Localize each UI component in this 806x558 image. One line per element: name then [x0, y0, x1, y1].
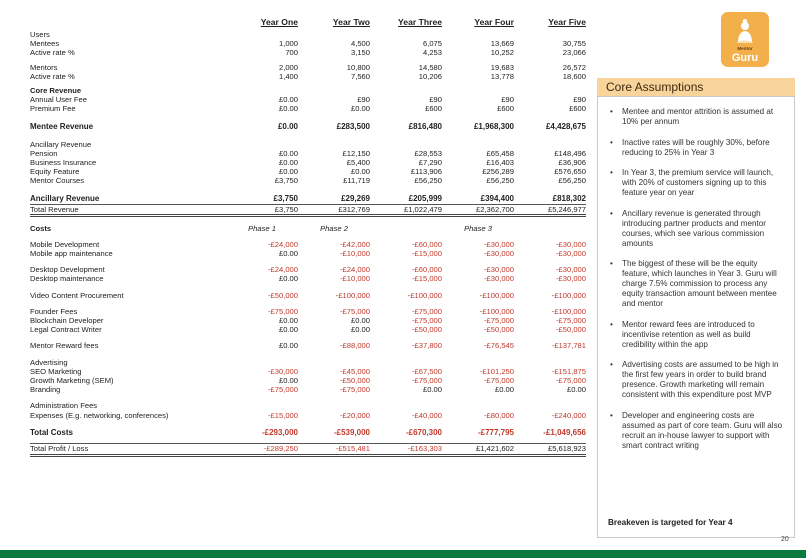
- row-label: Users: [30, 30, 50, 39]
- table-cell: -£75,000: [556, 376, 586, 386]
- table-row: [30, 104, 586, 113]
- table-cell: -£100,000: [479, 306, 514, 316]
- table-cell: £0.00: [350, 104, 370, 114]
- table-cell: [514, 30, 586, 39]
- table-cell: [370, 358, 442, 367]
- table-row: [30, 401, 586, 410]
- row-label: Expenses (E.g. networking, conferences): [30, 410, 169, 420]
- table-cell: £0.00: [350, 325, 370, 335]
- table-row: [30, 249, 586, 258]
- table-cell: £600: [497, 104, 514, 114]
- page-number: 20: [781, 536, 789, 543]
- table-cell: £816,480: [408, 122, 442, 132]
- table-cell: -£10,000: [340, 274, 370, 284]
- table-cell: £0.00: [494, 385, 514, 395]
- table-cell: -£75,000: [340, 306, 370, 316]
- table-cell: £90: [357, 95, 370, 105]
- table-cell: -£60,000: [412, 239, 442, 249]
- phase-label: Phase 2: [320, 224, 348, 234]
- table-cell: -£30,000: [556, 249, 586, 259]
- table-cell: [226, 86, 298, 95]
- table-row: [30, 307, 586, 316]
- table-cell: -£15,000: [412, 249, 442, 259]
- table-cell: [298, 140, 370, 149]
- table-cell: -£100,000: [407, 290, 442, 300]
- table-cell: £1,421,602: [442, 444, 514, 455]
- table-row: [30, 367, 586, 376]
- table-cell: £0.00: [278, 376, 298, 386]
- row-label: Total Costs: [30, 428, 73, 438]
- list-item: • Mentor reward fees are introduced to incentivise retention as well as build credibility within the app: [606, 320, 786, 350]
- row-label: Advertising: [30, 357, 68, 367]
- table-cell: £0.00: [566, 385, 586, 395]
- list-item: • Mentee and mentor attrition is assumed at 10% per annum: [606, 107, 786, 127]
- table-cell: £0.00: [278, 316, 298, 326]
- section-label: Costs: [30, 224, 52, 234]
- table-cell: £148,496: [554, 148, 586, 158]
- logo-wordmark: Guru: [731, 52, 759, 64]
- row-label: Mentor Reward fees: [30, 341, 99, 351]
- table-cell: -£289,250: [226, 444, 298, 455]
- table-cell: -£24,000: [268, 239, 298, 249]
- table-cell: 1,000: [278, 39, 298, 49]
- year-header: Year Three: [398, 17, 442, 28]
- list-item: • In Year 3, the premium service will launch, with 20% of customers signing up to this feature year on year: [606, 168, 786, 198]
- row-label: Total Revenue: [30, 205, 226, 216]
- table-row: [30, 411, 586, 420]
- table-cell: -£539,000: [333, 428, 370, 438]
- table-cell: -£515,481: [298, 444, 370, 455]
- table-cell: [442, 140, 514, 149]
- table-cell: £0.00: [278, 158, 298, 168]
- table-cell: -£30,000: [556, 239, 586, 249]
- table-cell: £0.00: [278, 341, 298, 351]
- table-cell: £0.00: [350, 316, 370, 326]
- table-row: [30, 385, 586, 394]
- spacer-row: [30, 394, 586, 401]
- table-row: [30, 158, 586, 167]
- year-header-row: [30, 16, 586, 30]
- table-cell: 13,669: [490, 39, 514, 49]
- table-cell: £90: [573, 95, 586, 105]
- table-cell: [442, 30, 514, 39]
- table-cell: £3,750: [273, 193, 298, 203]
- table-cell: -£1,049,656: [543, 428, 586, 438]
- table-cell: £283,500: [336, 122, 370, 132]
- table-cell: -£20,000: [340, 410, 370, 420]
- table-cell: -£30,000: [556, 274, 586, 284]
- table-cell: -£30,000: [556, 265, 586, 275]
- table-cell: -£75,000: [268, 385, 298, 395]
- table-cell: £90: [429, 95, 442, 105]
- table-cell: 10,800: [346, 62, 370, 72]
- table-cell: £12,150: [342, 148, 370, 158]
- table-cell: £0.00: [422, 385, 442, 395]
- table-cell: £600: [569, 104, 586, 114]
- table-cell: -£10,000: [340, 249, 370, 259]
- table-cell: [370, 30, 442, 39]
- table-cell: -£240,000: [551, 410, 586, 420]
- table-row: [30, 358, 586, 367]
- table-row: [30, 140, 586, 149]
- row-label: Growth Marketing (SEM): [30, 376, 114, 386]
- table-cell: 3,150: [350, 48, 370, 58]
- table-cell: £11,719: [343, 176, 370, 186]
- table-row: [30, 30, 586, 39]
- year-header: Year Two: [332, 17, 370, 28]
- table-row: [30, 176, 586, 185]
- table-cell: -£75,000: [340, 385, 370, 395]
- table-row: [30, 39, 586, 48]
- row-label: Active rate %: [30, 48, 75, 58]
- year-header: Year Four: [474, 17, 514, 28]
- footer-bar: [0, 550, 806, 558]
- table-cell: £29,269: [341, 193, 370, 203]
- table-cell: [298, 30, 370, 39]
- table-cell: 14,580: [418, 62, 442, 72]
- table-cell: -£75,000: [268, 306, 298, 316]
- section-row: [30, 86, 586, 95]
- table-cell: -£45,000: [340, 366, 370, 376]
- table-cell: £0.00: [278, 104, 298, 114]
- table-cell: £1,968,300: [473, 122, 514, 132]
- year-header: Year One: [260, 17, 298, 28]
- spacer-row: [30, 186, 586, 193]
- table-cell: [514, 358, 586, 367]
- table-cell: £16,403: [486, 158, 514, 168]
- table-cell: -£30,000: [484, 274, 514, 284]
- table-cell: £1,022,479: [370, 205, 442, 216]
- spacer-row: [30, 351, 586, 358]
- list-item: • Inactive rates will be roughly 30%, before reducing to 25% in Year 3: [606, 138, 786, 158]
- table-row: [30, 341, 586, 350]
- table-row: [30, 167, 586, 176]
- table-cell: £5,400: [346, 158, 370, 168]
- list-item: • Ancillary revenue is generated through introducing partner products and mentor courses, which see various commission amounts: [606, 209, 786, 249]
- table-cell: 6,075: [422, 39, 442, 49]
- core-assumptions-title: Core Assumptions: [597, 78, 795, 96]
- phase-label: Phase 1: [248, 224, 276, 234]
- table-cell: -£100,000: [551, 306, 586, 316]
- spacer-row: [30, 420, 586, 427]
- table-cell: 700: [285, 48, 298, 58]
- table-cell: -£101,250: [479, 366, 514, 376]
- total-costs-row: [30, 427, 586, 439]
- table-cell: -£137,781: [551, 341, 586, 351]
- row-label: Mentors: [30, 62, 58, 72]
- spacer-row: [30, 114, 586, 121]
- table-cell: -£50,000: [412, 325, 442, 335]
- table-cell: -£50,000: [268, 290, 298, 300]
- row-label: Video Content Procurement: [30, 290, 124, 300]
- table-cell: -£76,545: [484, 341, 514, 351]
- row-label: Premium Fee: [30, 104, 76, 114]
- list-item: • Developer and engineering costs are assumed as part of core team. Guru will also recruit an in-house lawyer to support with smart contract writing: [606, 411, 786, 451]
- table-cell: -£100,000: [479, 290, 514, 300]
- row-label: Business Insurance: [30, 158, 97, 168]
- table-cell: -£30,000: [268, 366, 298, 376]
- row-label: Desktop Development: [30, 265, 105, 275]
- table-cell: [442, 358, 514, 367]
- table-cell: -£15,000: [412, 274, 442, 284]
- buddha-icon: [735, 18, 755, 44]
- row-label: Active rate %: [30, 71, 75, 81]
- table-cell: [226, 358, 298, 367]
- table-row: [30, 48, 586, 57]
- spacer-row: [30, 133, 586, 140]
- spacer-row: [30, 284, 586, 291]
- table-cell: -£50,000: [340, 376, 370, 386]
- row-label: Total Profit / Loss: [30, 444, 226, 455]
- table-cell: -£75,000: [412, 316, 442, 326]
- row-label: Legal Contract Writer: [30, 325, 102, 335]
- table-cell: £576,650: [554, 167, 586, 177]
- table-row: [30, 291, 586, 300]
- table-cell: £56,250: [414, 176, 442, 186]
- table-cell: £312,769: [298, 205, 370, 216]
- table-cell: -£75,000: [412, 376, 442, 386]
- table-row: [30, 265, 586, 274]
- table-cell: £36,906: [558, 158, 586, 168]
- table-cell: -£60,000: [412, 265, 442, 275]
- row-label: Mentees: [30, 39, 60, 49]
- table-cell: -£163,303: [370, 444, 442, 455]
- table-cell: £7,290: [418, 158, 442, 168]
- phase-label: Phase 3: [464, 224, 492, 234]
- spacer-row: [30, 334, 586, 341]
- table-row: [30, 95, 586, 104]
- table-cell: -£15,000: [268, 410, 298, 420]
- table-cell: 30,755: [562, 39, 586, 49]
- breakeven-note: Breakeven is targeted for Year 4: [608, 518, 733, 527]
- table-cell: £28,553: [414, 148, 442, 158]
- table-cell: -£30,000: [484, 265, 514, 275]
- table-cell: 2,000: [278, 62, 298, 72]
- table-cell: 10,206: [418, 71, 442, 81]
- table-cell: 13,778: [490, 71, 514, 81]
- table-row: [30, 274, 586, 283]
- table-cell: £256,289: [482, 167, 514, 177]
- table-cell: £600: [425, 104, 442, 114]
- table-cell: [298, 86, 370, 95]
- table-cell: 10,252: [490, 48, 514, 58]
- table-cell: £56,250: [486, 176, 514, 186]
- core-assumptions-panel: [597, 96, 795, 538]
- table-cell: -£670,300: [405, 428, 442, 438]
- costs-phase-row: [30, 223, 586, 235]
- total-profit-loss-row: [30, 444, 586, 455]
- list-item: • The biggest of these will be the equity feature, which launches in Year 3. Guru will charge 7.5% commission to process any equity transaction amount between mentee and mentor: [606, 259, 786, 309]
- table-cell: 4,253: [422, 48, 442, 58]
- list-item: • Advertising costs are assumed to be high in the first few years in order to build brand presence. Growth marketing will remain consistent with this expenditure post MVP: [606, 360, 786, 400]
- table-row: [30, 240, 586, 249]
- table-cell: -£293,000: [261, 428, 298, 438]
- table-cell: -£80,000: [484, 410, 514, 420]
- table-cell: [514, 140, 586, 149]
- section-label: Core Revenue: [30, 86, 82, 96]
- table-cell: 19,683: [490, 62, 514, 72]
- row-label: Pension: [30, 148, 58, 158]
- table-cell: -£100,000: [551, 290, 586, 300]
- table-cell: -£777,795: [477, 428, 514, 438]
- total-revenue-row: [30, 205, 586, 216]
- table-cell: [370, 86, 442, 95]
- table-cell: -£67,500: [412, 366, 442, 376]
- table-cell: -£75,000: [556, 316, 586, 326]
- table-row: [30, 149, 586, 158]
- table-cell: £90: [501, 95, 514, 105]
- table-cell: -£75,000: [484, 316, 514, 326]
- row-label: Blockchain Developer: [30, 316, 104, 326]
- table-row: [30, 316, 586, 325]
- table-cell: £5,246,977: [514, 205, 586, 216]
- table-cell: £2,362,700: [442, 205, 514, 216]
- table-cell: 4,500: [350, 39, 370, 49]
- row-label: Administration Fees: [30, 401, 98, 411]
- table-cell: £5,618,923: [514, 444, 586, 455]
- row-label: Branding: [30, 385, 61, 395]
- table-cell: [298, 401, 370, 410]
- row-label: Mobile Development: [30, 239, 100, 249]
- assumptions-list: [606, 107, 786, 451]
- table-cell: £0.00: [278, 95, 298, 105]
- table-cell: 1,400: [278, 71, 298, 81]
- subtotal-row: [30, 193, 586, 205]
- subtotal-row: [30, 121, 586, 133]
- table-row: [30, 72, 586, 81]
- table-cell: £0.00: [278, 325, 298, 335]
- table-cell: [514, 401, 586, 410]
- table-cell: [298, 358, 370, 367]
- spacer-row: [30, 216, 586, 223]
- table-cell: -£75,000: [484, 376, 514, 386]
- table-cell: 26,572: [562, 62, 586, 72]
- table-cell: £0.00: [278, 249, 298, 259]
- row-label: Annual User Fee: [30, 95, 87, 105]
- row-label: Founder Fees: [30, 306, 78, 316]
- table-cell: -£50,000: [484, 325, 514, 335]
- table-cell: -£30,000: [484, 239, 514, 249]
- table-cell: -£151,875: [551, 366, 586, 376]
- table-cell: -£24,000: [268, 265, 298, 275]
- row-label: Ancillary Revenue: [30, 139, 92, 149]
- row-label: Ancillary Revenue: [30, 193, 100, 203]
- table-cell: -£100,000: [335, 290, 370, 300]
- table-cell: £3,750: [226, 205, 298, 216]
- spacer-row: [30, 258, 586, 265]
- table-cell: £56,250: [558, 176, 586, 186]
- table-row: [30, 325, 586, 334]
- row-label: Mentee Revenue: [30, 122, 94, 132]
- table-cell: £65,458: [486, 148, 514, 158]
- row-label: Mobile app maintenance: [30, 249, 113, 259]
- table-cell: -£88,000: [340, 341, 370, 351]
- table-cell: £0.00: [278, 148, 298, 158]
- row-label: Mentor Courses: [30, 176, 85, 186]
- year-header: Year Five: [548, 17, 586, 28]
- header-spacer: [30, 16, 226, 30]
- table-row: [30, 63, 586, 72]
- table-cell: £205,999: [408, 193, 442, 203]
- table-cell: [226, 140, 298, 149]
- table-cell: -£50,000: [556, 325, 586, 335]
- table-cell: [442, 86, 514, 95]
- table-cell: 18,600: [562, 71, 586, 81]
- spacer-row: [30, 300, 586, 307]
- row-label: SEO Marketing: [30, 366, 82, 376]
- financial-projection-table: [30, 16, 586, 457]
- table-cell: £818,302: [552, 193, 586, 203]
- table-cell: -£24,000: [340, 265, 370, 275]
- table-cell: [514, 86, 586, 95]
- table-cell: £394,400: [480, 193, 514, 203]
- table-cell: 7,560: [350, 71, 370, 81]
- table-cell: [226, 401, 298, 410]
- table-cell: £4,428,675: [545, 122, 586, 132]
- table-cell: -£40,000: [412, 410, 442, 420]
- table-cell: -£75,000: [412, 306, 442, 316]
- table-cell: £0.00: [277, 122, 298, 132]
- table-cell: [226, 30, 298, 39]
- table-cell: -£30,000: [484, 249, 514, 259]
- table-cell: £3,750: [274, 176, 298, 186]
- table-row: [30, 376, 586, 385]
- row-label: Desktop maintenance: [30, 274, 104, 284]
- table-cell: -£37,800: [412, 341, 442, 351]
- table-cell: [370, 140, 442, 149]
- mentor-guru-logo: [721, 12, 769, 67]
- table-cell: [370, 401, 442, 410]
- table-cell: £0.00: [350, 167, 370, 177]
- table-cell: 23,066: [562, 48, 586, 58]
- table-cell: £113,906: [410, 167, 442, 177]
- table-cell: [442, 401, 514, 410]
- table-cell: £0.00: [278, 274, 298, 284]
- logo-subtitle: Mentor: [737, 46, 753, 51]
- row-label: Equity Feature: [30, 167, 80, 177]
- table-cell: -£42,000: [340, 239, 370, 249]
- table-cell: £0.00: [278, 167, 298, 177]
